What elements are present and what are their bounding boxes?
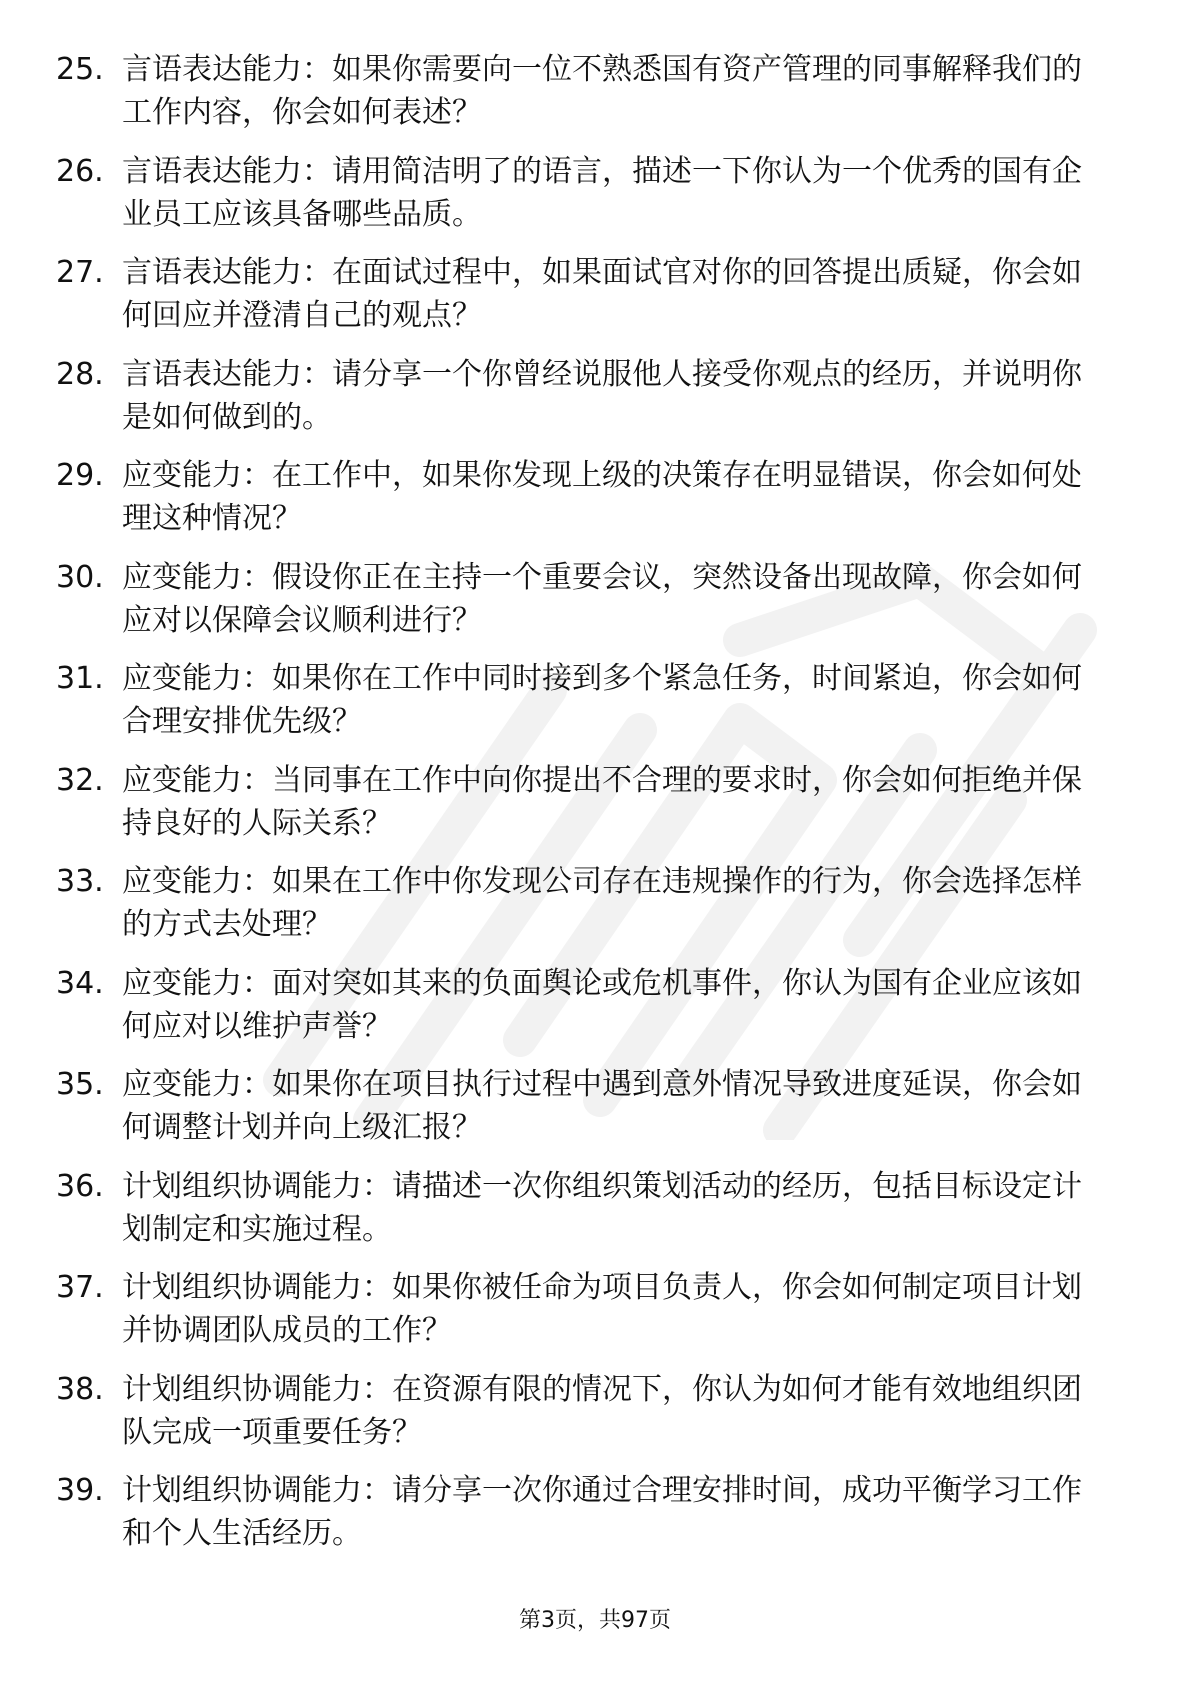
question-number: 25. [56, 52, 104, 87]
question-number: 37. [56, 1270, 104, 1305]
list-item [56, 962, 1106, 1064]
page-footer: 第3页，共97页 [519, 1608, 671, 1633]
list-item [56, 657, 1106, 759]
question-text: 应变能力：当同事在工作中向你提出不合理的要求时，你会如何拒绝并保持良好的人际关系？ [122, 762, 1082, 841]
question-text: 应变能力：在工作中，如果你发现上级的决策存在明显错误，你会如何处理这种情况？ [122, 458, 1082, 536]
list-item [56, 353, 1106, 455]
question-number: 35. [56, 1067, 104, 1102]
question-text: 言语表达能力：在面试过程中，如果面试官对你的回答提出质疑，你会如何回应并澄清自己的观点？ [122, 255, 1082, 333]
question-text: 应变能力：如果你在项目执行过程中遇到意外情况导致进度延误，你会如何调整计划并向上级汇报？ [122, 1067, 1082, 1145]
question-number: 27. [56, 255, 104, 290]
list-item [56, 1368, 1106, 1470]
question-text: 计划组织协调能力：如果你被任命为项目负责人，你会如何制定项目计划并协调团队成员的工作？ [122, 1270, 1082, 1348]
question-text: 应变能力：假设你正在主持一个重要会议，突然设备出现故障，你会如何应对以保障会议顺利进行？ [122, 559, 1082, 638]
question-text: 计划组织协调能力：请描述一次你组织策划活动的经历，包括目标设定计划制定和实施过程。 [122, 1168, 1082, 1247]
question-number: 30. [56, 559, 104, 595]
question-number: 29. [56, 458, 104, 493]
list-item [56, 759, 1106, 861]
list-item [56, 556, 1106, 658]
list-item [56, 860, 1106, 962]
question-number: 33. [56, 864, 104, 899]
question-text: 计划组织协调能力：请分享一次你通过合理安排时间，成功平衡学习工作和个人生活经历。 [122, 1473, 1082, 1551]
question-text: 应变能力：面对突如其来的负面舆论或危机事件，你认为国有企业应该如何应对以维护声誉？ [122, 965, 1082, 1044]
list-item [56, 1165, 1106, 1267]
question-number: 26. [56, 153, 104, 189]
list-item [56, 1266, 1106, 1368]
list-item [56, 454, 1106, 556]
question-text: 应变能力：如果在工作中你发现公司存在违规操作的行为，你会选择怎样的方式去处理？ [122, 864, 1082, 942]
question-number: 34. [56, 965, 104, 1001]
question-list [56, 48, 1106, 1571]
question-number: 39. [56, 1473, 104, 1508]
list-item [56, 48, 1106, 150]
question-text: 言语表达能力：请用简洁明了的语言，描述一下你认为一个优秀的国有企业员工应该具备哪些品质。 [122, 153, 1082, 232]
question-text: 应变能力：如果你在工作中同时接到多个紧急任务，时间紧迫，你会如何合理安排优先级？ [122, 661, 1082, 739]
question-number: 38. [56, 1371, 104, 1407]
list-item [56, 150, 1106, 252]
list-item [56, 251, 1106, 353]
question-text: 计划组织协调能力：在资源有限的情况下，你认为如何才能有效地组织团队完成一项重要任务？ [122, 1371, 1082, 1450]
list-item [56, 1063, 1106, 1165]
question-number: 32. [56, 762, 104, 798]
question-number: 36. [56, 1168, 104, 1204]
question-text: 言语表达能力：如果你需要向一位不熟悉国有资产管理的同事解释我们的工作内容，你会如何表述？ [122, 52, 1082, 130]
list-item [56, 1469, 1106, 1571]
question-text: 言语表达能力：请分享一个你曾经说服他人接受你观点的经历，并说明你是如何做到的。 [122, 356, 1082, 435]
question-number: 28. [56, 356, 104, 392]
question-number: 31. [56, 661, 104, 696]
